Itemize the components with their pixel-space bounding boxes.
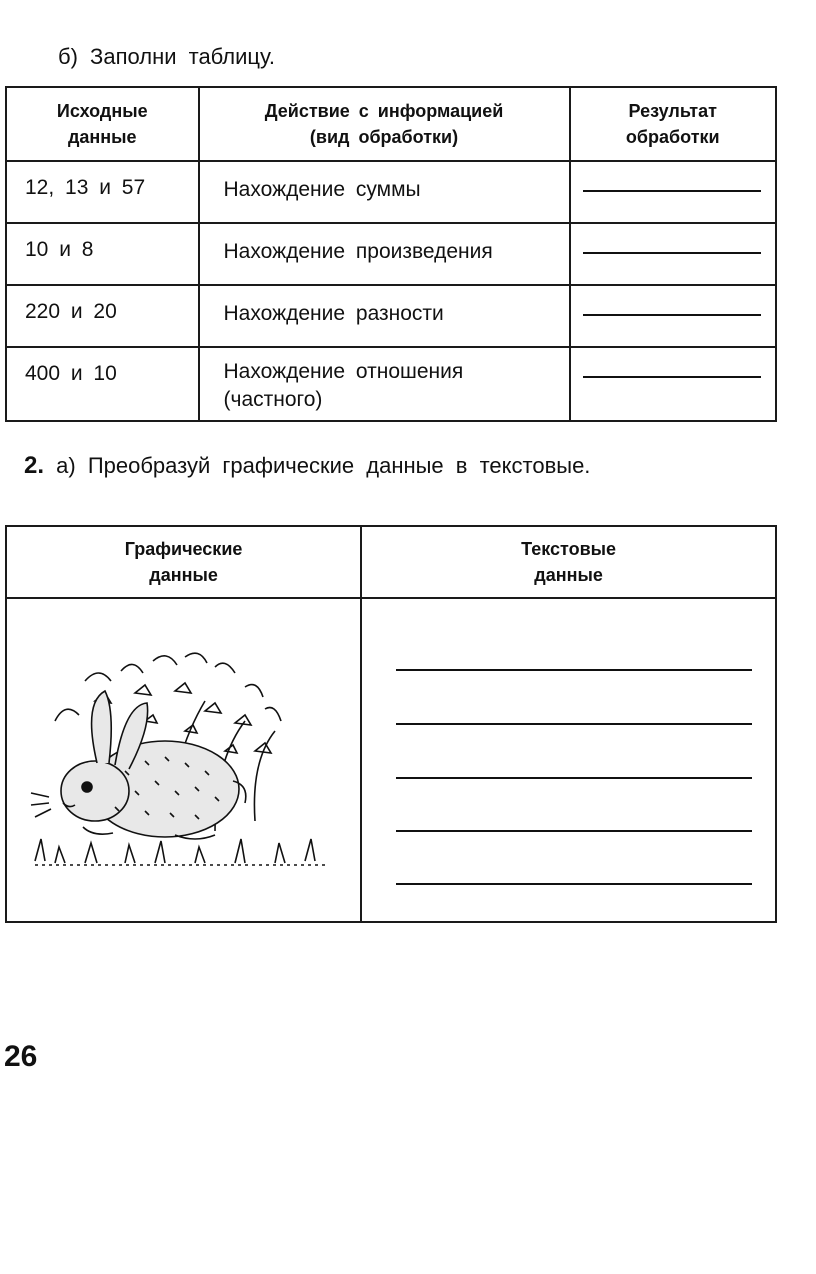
table-row	[6, 285, 776, 347]
answer-line[interactable]	[396, 883, 752, 885]
table-row	[6, 223, 776, 285]
header-action	[199, 87, 570, 161]
row-action: Нахождение отношения (частного)	[199, 347, 570, 421]
page-number: 26	[4, 1040, 38, 1073]
result-cell[interactable]	[570, 161, 776, 223]
text-answer-cell	[361, 598, 776, 922]
table-row	[6, 347, 776, 421]
row-action: Нахождение суммы	[199, 161, 570, 223]
row-input: 400 и 10	[6, 347, 199, 421]
header-source-data-text: Исходные данные	[56, 101, 148, 147]
task-b-title: б) Заполни таблицу.	[58, 44, 275, 69]
task-number: 2.	[24, 452, 45, 479]
row-input: 10 и 8	[6, 223, 199, 285]
result-cell[interactable]	[570, 285, 776, 347]
header-text-data-text: Текстовые данные	[521, 539, 617, 585]
answer-blank[interactable]	[583, 252, 761, 254]
answer-blank[interactable]	[583, 314, 761, 316]
answer-line[interactable]	[396, 777, 752, 779]
task-2-heading	[24, 452, 590, 480]
table-row	[6, 161, 776, 223]
rabbit-illustration	[25, 631, 345, 881]
header-graphic-data	[6, 526, 361, 598]
answer-blank[interactable]	[583, 190, 761, 192]
row-input: 220 и 20	[6, 285, 199, 347]
header-text-data	[361, 526, 776, 598]
answer-blank[interactable]	[583, 376, 761, 378]
graphic-cell	[6, 598, 361, 922]
row-action: Нахождение разности	[199, 285, 570, 347]
result-cell[interactable]	[570, 223, 776, 285]
result-cell[interactable]	[570, 347, 776, 421]
answer-line[interactable]	[396, 830, 752, 832]
answer-line[interactable]	[396, 669, 752, 671]
header-source-data	[6, 87, 199, 161]
task-2-text: а) Преобразуй графические данные в текстовые.	[56, 453, 591, 478]
header-result	[570, 87, 776, 161]
header-action-text: Действие с информацией (вид обработки)	[264, 101, 504, 147]
header-graphic-data-text: Графические данные	[124, 539, 243, 585]
answer-line[interactable]	[396, 723, 752, 725]
row-input: 12, 13 и 57	[6, 161, 199, 223]
row-action: Нахождение произведения	[199, 223, 570, 285]
header-result-text: Результат обработки	[625, 101, 720, 147]
processing-table	[5, 86, 777, 422]
conversion-table	[5, 525, 777, 923]
